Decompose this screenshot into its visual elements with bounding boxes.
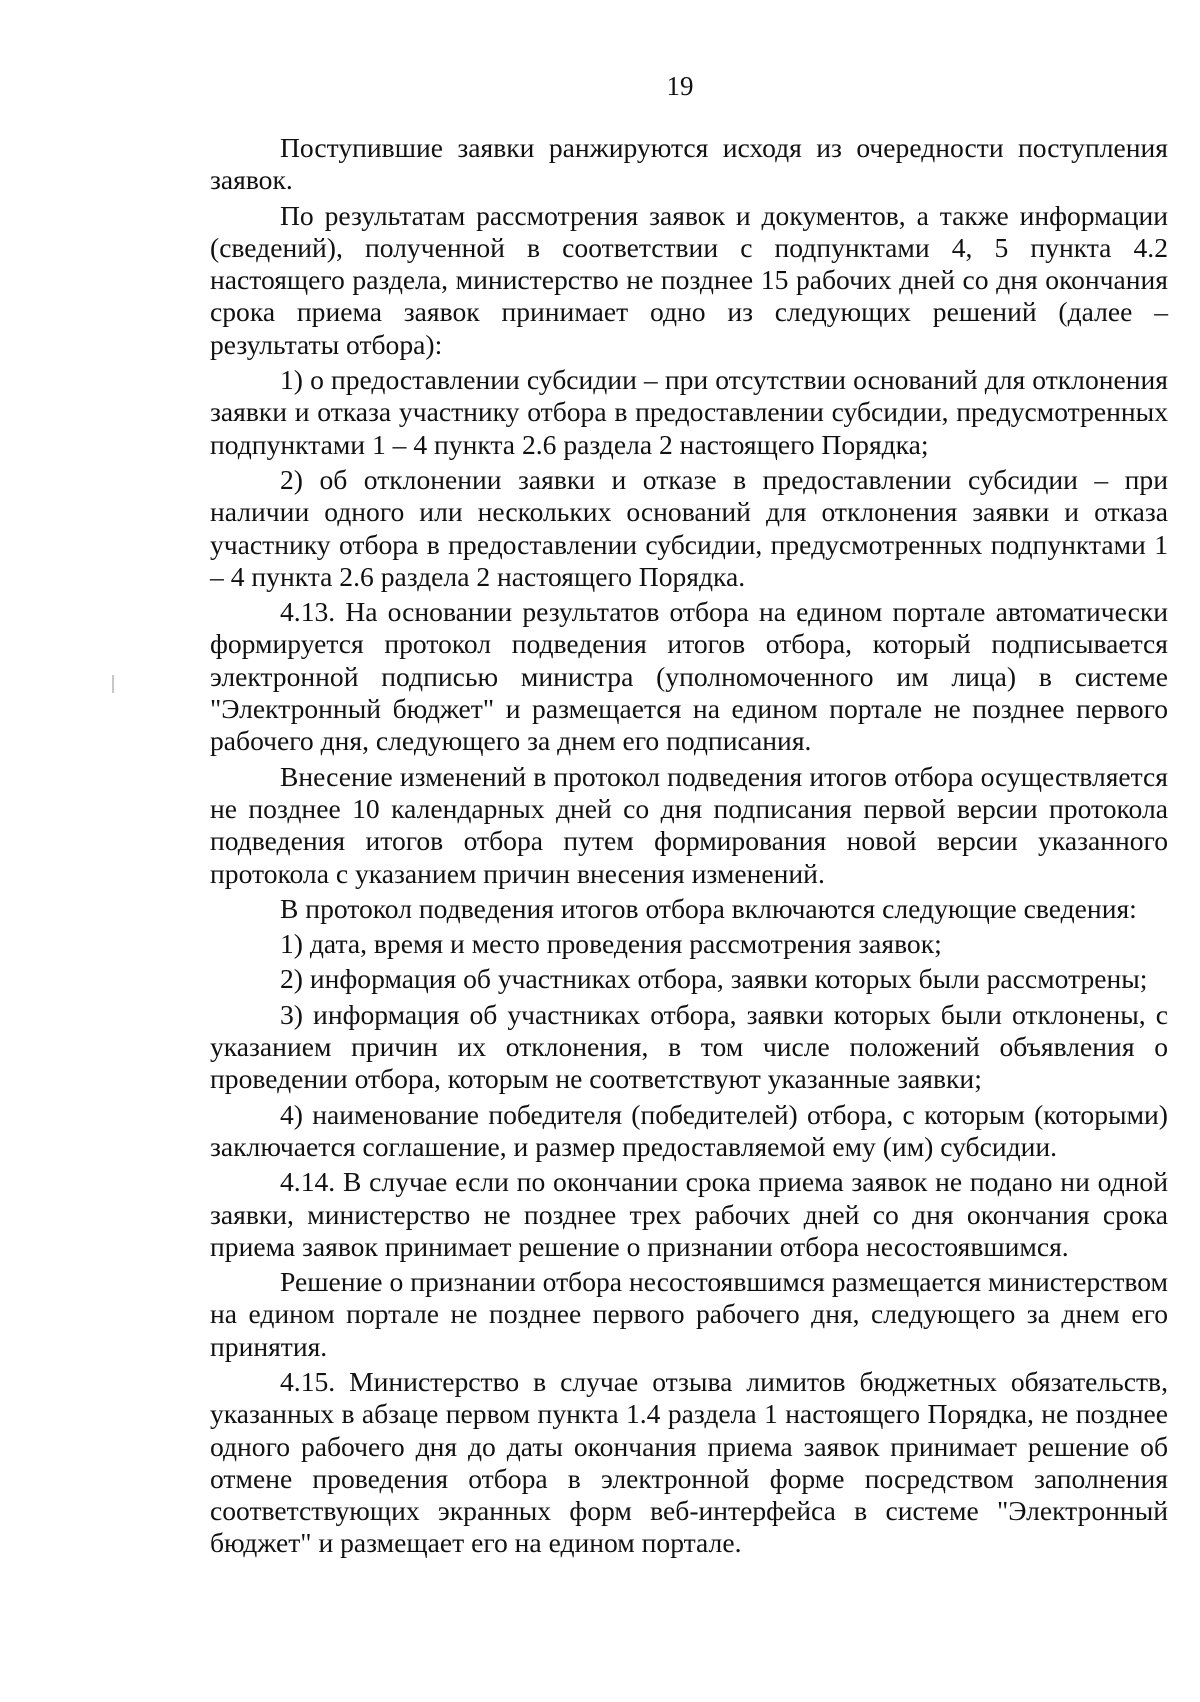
paragraph-protocol-changes: Внесение изменений в протокол подведения итогов отбора осуществляется не позднее 10 календарных дней со дня подписания первой версии протокола подведения итогов отбора путем формирования новой версии указанного протокола с указанием причин внесения изменений. <box>210 760 1168 889</box>
paragraph-4-13: 4.13. На основании результатов отбора на едином портале автоматически формируется протокол подведения итогов отбора, который подписывается электронной подписью министра (уполномоченного им лица) в системе "Электронный бюджет" и размещается на едином портале не позднее первого рабочего дня, следующего за днем его подписания. <box>210 596 1168 757</box>
paragraph-protocol-contents: В протокол подведения итогов отбора включаются следующие сведения: <box>280 892 1137 924</box>
paragraph-failed-selection-publication: Решение о признании отбора несостоявшимся размещается министерством на едином портале не позднее первого рабочего дня, следующего за днем его принятия. <box>210 1266 1168 1362</box>
list-item-winners: 4) наименование победителя (победителей) отбора, с которым (которыми) заключается соглашение, и размер предоставляемой ему (им) субсидии. <box>210 1098 1168 1162</box>
paragraph-4-15: 4.15. Министерство в случае отзыва лимитов бюджетных обязательств, указанных в абзаце первом пункта 1.4 раздела 1 настоящего Порядка, не позднее одного рабочего дня до даты окончания приема заявок принимает решение об отмене проведения отбора в электронной форме посредством заполнения соответствующих экранных форм веб-интерфейса в системе "Электронный бюджет" и размещает его на едином портале. <box>210 1365 1168 1559</box>
list-item-date-time-place: 1) дата, время и место проведения рассмотрения заявок; <box>280 928 942 960</box>
document-body <box>210 132 1168 1560</box>
list-item-reviewed-participants: 2) информация об участниках отбора, заявки которых были рассмотрены; <box>280 963 1148 995</box>
list-item-grant-decision: 1) о предоставлении субсидии – при отсутствии оснований для отклонения заявки и отказа участнику отбора в предоставлении субсидии, предусмотренных подпунктами 1 – 4 пункта 2.6 раздела 2 настоящего Порядка; <box>210 364 1168 460</box>
list-item-rejection-decision: 2) об отклонении заявки и отказе в предоставлении субсидии – при наличии одного или нескольких оснований для отклонения заявки и отказа участнику отбора в предоставлении субсидии, предусмотренных подпунктами 1 – 4 пункта 2.6 раздела 2 настоящего Порядка. <box>210 463 1168 592</box>
paragraph-review-results: По результатам рассмотрения заявок и документов, а также информации (сведений), полученной в соответствии с подпунктами 4, 5 пункта 4.2 настоящего раздела, министерство не позднее 15 рабочих дней со дня окончания срока приема заявок принимает одно из следующих решений (далее – результаты отбора): <box>210 199 1168 360</box>
paragraph-4-14: 4.14. В случае если по окончании срока приема заявок не подано ни одной заявки, министерство не позднее трех рабочих дней со дня окончания срока приема заявок принимает решение о признании отбора несостоявшимся. <box>210 1166 1168 1262</box>
paragraph-ranking: Поступившие заявки ранжируются исходя из очередности поступления заявок. <box>210 132 1168 196</box>
scan-artifact-mark <box>112 675 114 693</box>
list-item-rejected-participants: 3) информация об участниках отбора, заявки которых были отклонены, с указанием причин их отклонения, в том числе положений объявления о проведении отбора, которым не соответствуют указанные заявки; <box>210 998 1168 1095</box>
page-number: 19 <box>666 71 694 101</box>
